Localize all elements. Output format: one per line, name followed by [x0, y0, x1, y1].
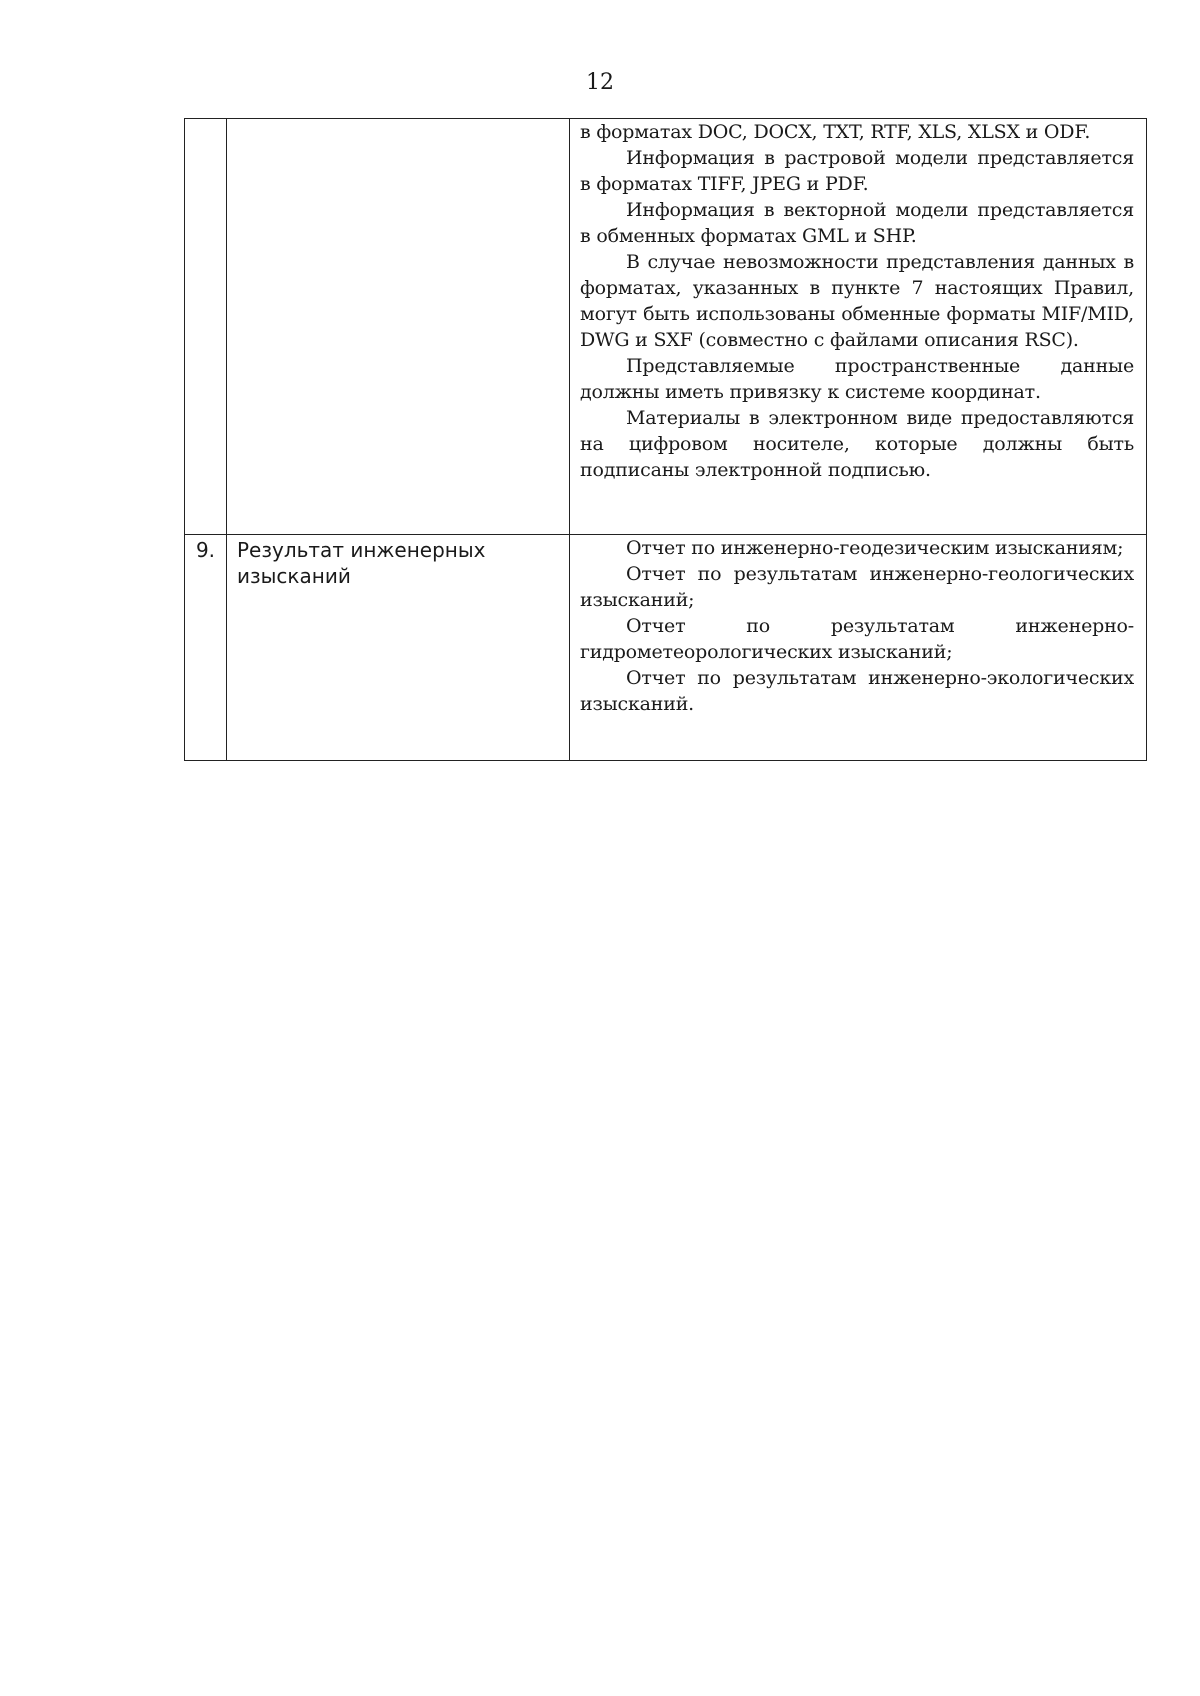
description-paragraph: Информация в векторной модели представляется в обменных форматах GML и SHP.	[580, 199, 1134, 247]
row-number-cell: 9.	[185, 535, 227, 761]
row-description-cell	[570, 535, 1147, 761]
description-paragraph: Отчет по результатам инженерно-экологических изысканий.	[580, 667, 1134, 715]
description-paragraph: Отчет по инженерно-геодезическим изысканиям;	[626, 537, 1124, 559]
row-name-cell: Результат инженерных изысканий	[227, 535, 570, 761]
description-paragraph: Представляемые пространственные данные должны иметь привязку к системе координат.	[580, 355, 1134, 403]
row-description-cell	[570, 119, 1147, 535]
description-paragraph: Отчет по результатам инженерно-гидрометеорологических изысканий;	[580, 615, 1134, 663]
description-paragraph: Материалы в электронном виде предоставляются на цифровом носителе, которые должны быть подписаны электронной подписью.	[580, 407, 1134, 481]
description-paragraph: Отчет по результатам инженерно-геологических изысканий;	[580, 563, 1134, 611]
page-number: 12	[586, 70, 614, 95]
row-number-cell	[185, 119, 227, 535]
row-name-cell	[227, 119, 570, 535]
table-row-continuation	[185, 119, 1147, 535]
description-paragraph: Информация в растровой модели представляется в форматах TIFF, JPEG и PDF.	[580, 147, 1134, 195]
description-paragraph: В случае невозможности представления данных в форматах, указанных в пункте 7 настоящих Правил, могут быть использованы обменные форматы MIF/MID, DWG и SXF (совместно с файлами описания RSC).	[580, 251, 1134, 351]
table-row-9	[185, 535, 1147, 761]
requirements-table	[184, 118, 1147, 761]
description-paragraph: в форматах DOC, DOCX, TXT, RTF, XLS, XLSX и ODF.	[580, 121, 1091, 143]
